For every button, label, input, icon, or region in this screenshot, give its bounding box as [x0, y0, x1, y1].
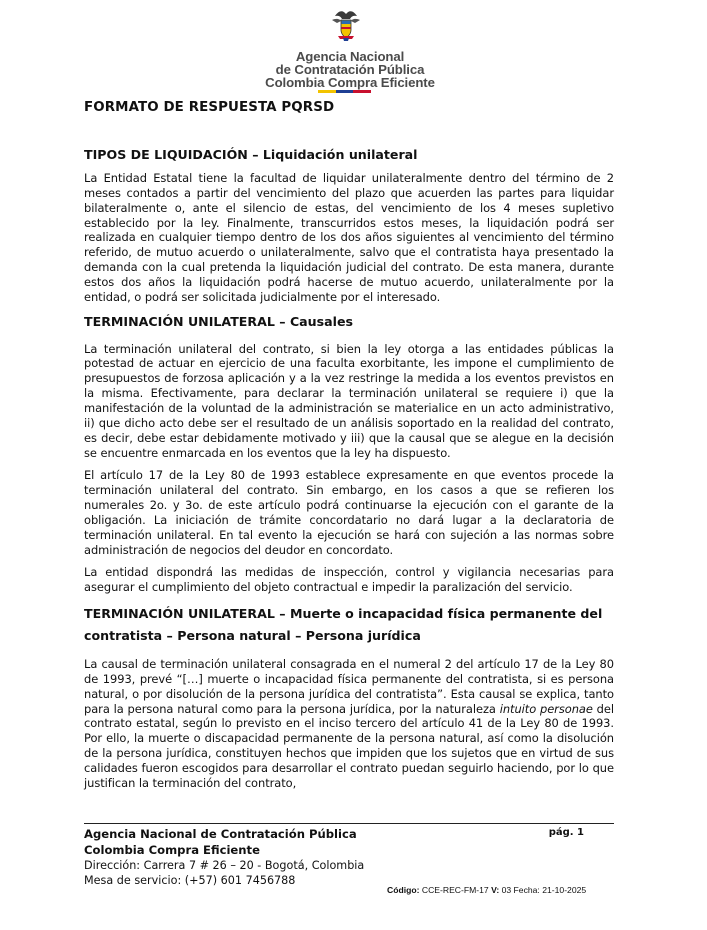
coat-of-arms-icon	[331, 8, 361, 42]
flag-blue	[336, 90, 354, 93]
footer-address: Dirección: Carrera 7 # 26 – 20 - Bogotá, Colombia	[84, 859, 365, 872]
title-wrap	[84, 100, 614, 146]
footer-phone: Mesa de servicio: (+57) 601 7456788	[84, 874, 296, 887]
agency-logo-text	[250, 50, 450, 90]
version-label: V:	[491, 885, 500, 895]
document-code	[387, 885, 586, 895]
agency-logo-line-3: Colombia Compra Eficiente	[265, 75, 435, 91]
paragraph-muerte-incapacidad	[84, 657, 614, 791]
flag-stripe	[318, 90, 371, 93]
section-heading-liquidacion	[84, 146, 614, 166]
heading-bold-part: TERMINACIÓN UNILATERAL	[84, 313, 275, 329]
heading-rest-part: – Liquidación unilateral	[247, 147, 418, 162]
paragraph-text-part: del contrato estatal, según lo previsto en el inciso tercero del artículo 41 de la Ley 80 de 1993. Por ello, la muerte o discapacidad permanente de la persona natural, así como la disolución de la persona jurídica, constituyen hechos que impiden que los sujetos que en virtud de sus calidades fueron escogidos para desarrollar el contrato puedan seguirlo haciendo, por lo que justifican la terminación del contrato,	[84, 701, 614, 790]
paragraph-text-part: La causal de terminación unilateral consagrada en el numeral 2 del artículo 17 de la Ley 80 de 1993, prevé “[…] muerte o incapacidad física permanente del contratista, si es persona natural, o por disolución de la persona jurídica del contratista”. Esta causal se explica, tanto para la persona natural como para la persona jurídica, por la naturaleza	[84, 657, 614, 716]
heading-bold-part: TERMINACIÓN UNILATERAL	[84, 606, 275, 622]
paragraph-causales-2: El artículo 17 de la Ley 80 de 1993 establece expresamente en que eventos procede la terminación unilateral del contrato. Sin embargo, en los casos a que se refieren los numerales 2o. y 3o. de este artículo podrá continuarse la ejecución con el garante de la obligación. La iniciación de trámite concordatario no dará lugar a la declaratoria de terminación unilateral. En tal evento la ejecución se hará con sujeción a las normas sobre administración de negocios del deudor en concordato.	[84, 468, 614, 557]
italic-term: intuito personae	[499, 701, 593, 716]
document-title: FORMATO DE RESPUESTA PQRSD	[84, 100, 335, 115]
heading-rest-part: – Muerte o incapacidad física permanente del contratista – Persona natural – Persona jurídica	[84, 606, 603, 644]
paragraph-causales-3: La entidad dispondrá las medidas de inspección, control y vigilancia necesarias para asegurar el cumplimiento del objeto contractual e impedir la paralización del servicio.	[84, 565, 614, 595]
flag-yellow	[318, 90, 336, 93]
section-heading-causales	[84, 313, 614, 330]
agency-logo-line-2: de Contratación Pública	[275, 62, 425, 78]
page-number: pág. 1	[548, 827, 584, 838]
footer-name-line-2: Colombia Compra Eficiente	[84, 843, 260, 857]
paragraph-causales-1: La terminación unilateral del contrato, si bien la ley otorga a las entidades públicas la potestad de actuar en ejercicio de una faculta exorbitante, les impone el cumplimiento de presupuestos de forzosa aplicación y a la vez restringe la medida a los eventos previstos en la misma. Efectivamente, para declarar la terminación unilateral se requiere i) que la manifestación de la voluntad de la administración se materialice en un acto administrativo, ii) que dicho acto debe ser el resultado de un análisis soportado en la realidad del contrato, es decir, debe estar debidamente motivado y iii) que la causal que se alegue en la decisión se encuentre enmarcada en los eventos que la ley ha dispuesto.	[84, 341, 614, 460]
heading-rest-part: – Causales	[274, 313, 353, 329]
agency-logo-line-1: Agencia Nacional	[295, 49, 405, 64]
code-value: CCE-REC-FM-17	[419, 885, 492, 895]
version-value: 03 Fecha: 21-10-2025	[499, 885, 587, 895]
code-label: Código:	[387, 885, 420, 895]
footer-agency-name	[84, 826, 614, 858]
footer-divider	[84, 823, 614, 824]
footer	[84, 823, 614, 888]
heading-bold-part: TIPOS DE LIQUIDACIÓN	[84, 147, 248, 162]
document-body	[84, 96, 614, 791]
footer-name-line-1: Agencia Nacional de Contratación Pública	[84, 827, 357, 841]
flag-red	[353, 90, 371, 93]
section-heading-muerte-incapacidad	[84, 603, 614, 647]
letterhead	[0, 8, 707, 94]
paragraph-liquidacion: La Entidad Estatal tiene la facultad de liquidar unilateralmente dentro del término de 2 meses contados a partir del vencimiento del plazo que acuerden las partes para liquidar bilateralmente o, ante el silencio de estas, del vencimiento de los 4 meses supletivo establecido por la ley. Finalmente, transcurridos estos meses, la liquidación podrá ser realizada en cualquier tiempo dentro de los dos años siguientes al vencimiento del término referido, de mutuo acuerdo o unilateralmente, salvo que el contratista haya presentado la demanda con la cual pretenda la liquidación judicial del contrato. De esta manera, durante estos dos años la liquidación podrá hacerse de mutuo acuerdo, unilateralmente por la entidad, o podrá ser solicitada judicialmente por el interesado.	[84, 171, 614, 304]
